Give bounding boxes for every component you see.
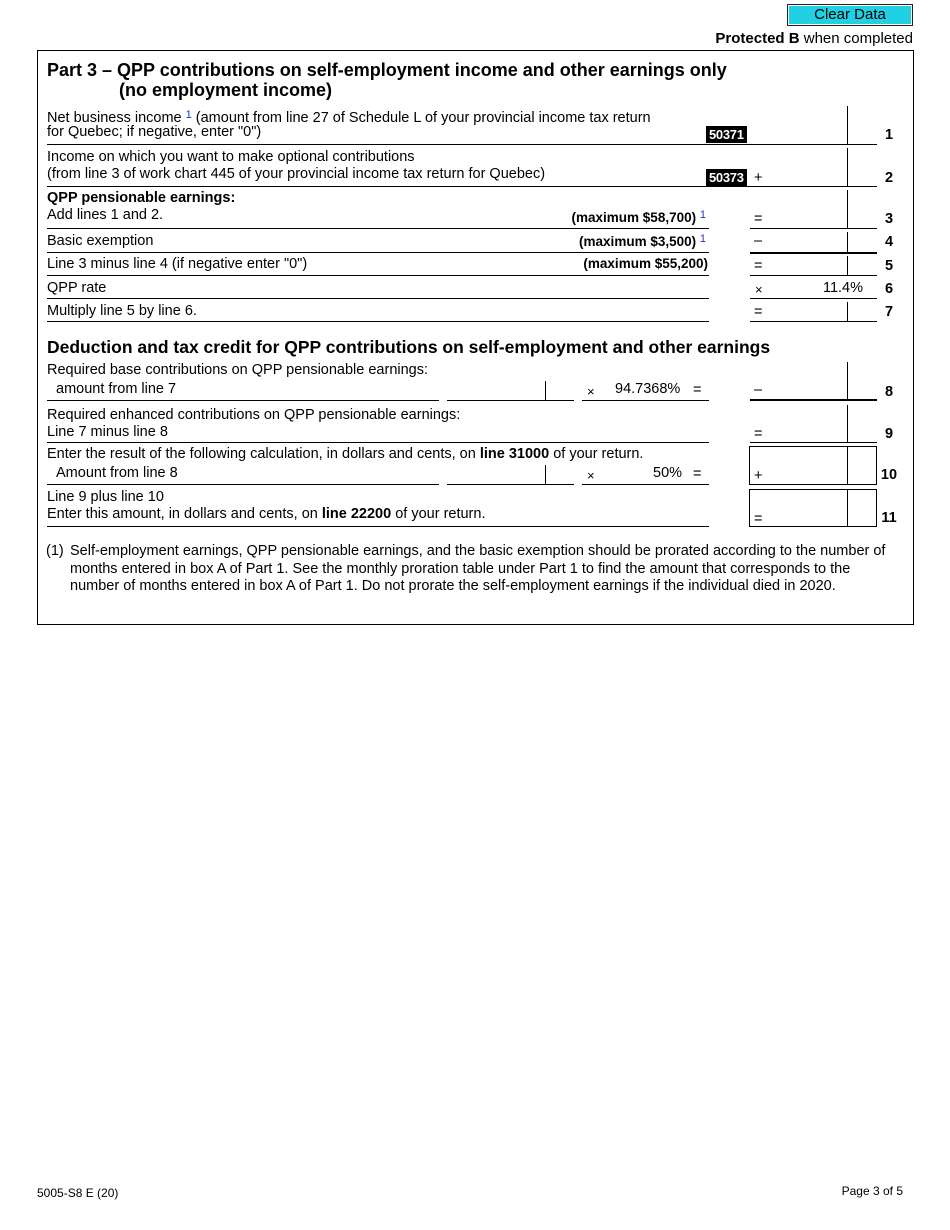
line1-label-cont: for Quebec; if negative, enter "0") (47, 124, 262, 140)
line1-amount-input[interactable] (752, 124, 844, 143)
line11-text-b1: Enter this amount, in dollars and cents, on (47, 506, 322, 522)
line3-label: Add lines 1 and 2. (47, 207, 164, 223)
equals-operator: = (754, 511, 763, 527)
line11-label-cont (47, 506, 485, 523)
protected-b-label: Protected B (715, 30, 800, 47)
line6-rule (47, 298, 709, 299)
line10-label (47, 446, 643, 463)
line1-amount-rule (750, 144, 877, 145)
cents-divider (847, 190, 848, 229)
cents-divider (847, 405, 848, 442)
line10-rule (47, 484, 439, 485)
line7-number: 7 (884, 304, 894, 320)
equals-operator: = (754, 211, 763, 227)
footnote-ref[interactable]: 1 (699, 233, 706, 245)
cents-divider (545, 381, 546, 400)
line10-amount-input[interactable] (766, 463, 844, 482)
line11-text-b2: of your return. (391, 506, 486, 522)
footnote-number: (1) (46, 543, 64, 559)
line1-text-b: (amount from line 27 of Schedule L of your provincial income tax return (191, 110, 651, 126)
cents-divider (847, 446, 848, 485)
line9-rule (47, 442, 709, 443)
line3-number: 3 (884, 211, 894, 227)
line4-maximum-text: (maximum $3,500) (579, 234, 697, 249)
part3-title: Part 3 – QPP contributions on self-employment income and other earnings only (47, 60, 727, 80)
footnote-text: Self-employment earnings, QPP pensionable earnings, and the basic exemption should be prorated according to the number of months entered in box A of Part 1. See the monthly proration table under Part 1 to find the amount that corresponds to the number of months entered in box A of Part 1. Do not prorate the self-employment earnings if the individual died in 2020. (70, 543, 886, 594)
multiply-operator: × (587, 468, 595, 483)
line7-amount-rule (750, 321, 877, 322)
footnote-1 (46, 543, 886, 596)
cents-divider (847, 302, 848, 322)
line9-amount-rule (750, 442, 877, 443)
line10-number: 10 (880, 467, 898, 483)
line1-text-a: Net business income (47, 110, 186, 126)
line8-amount-input[interactable] (766, 380, 844, 399)
line10-calc-rule (447, 484, 574, 485)
line10-text-a2: of your return. (549, 446, 644, 462)
cents-divider (847, 232, 848, 252)
line7-label: Multiply line 5 by line 6. (47, 303, 197, 319)
line1-rule (47, 144, 750, 145)
line4-amount-input[interactable] (766, 232, 844, 251)
line3-maximum-text: (maximum $58,700) (571, 210, 697, 225)
line3-rule (47, 228, 709, 229)
line6-number: 6 (884, 281, 894, 297)
line4-rule (47, 252, 709, 253)
line11-amount-box (749, 489, 877, 527)
equals-operator: = (693, 382, 702, 398)
cents-divider (847, 489, 848, 527)
field-code-50373: 50373 (706, 169, 747, 186)
line9-label-cont: Line 7 minus line 8 (47, 424, 168, 440)
line7-rule (47, 321, 709, 322)
line10-text-a1: Enter the result of the following calculation, in dollars and cents, on (47, 446, 480, 462)
line2-label: Income on which you want to make optional contributions (47, 149, 415, 165)
form-identifier: 5005-S8 E (20) (37, 1186, 119, 1200)
field-code-50371: 50371 (706, 126, 747, 143)
line5-number: 5 (884, 258, 894, 274)
cents-divider (847, 256, 848, 276)
line1-number: 1 (884, 127, 894, 143)
line10-rate: 50% (653, 465, 683, 481)
line5-label: Line 3 minus line 4 (if negative enter "0") (47, 256, 308, 272)
deduction-section-title: Deduction and tax credit for QPP contributions on self-employment and other earnings (47, 337, 771, 357)
line10-rate-rule (582, 484, 709, 485)
line4-maximum (579, 233, 706, 249)
line8-rate-rule (582, 400, 709, 401)
plus-operator: + (754, 468, 763, 484)
line8-label: Required base contributions on QPP pensionable earnings: (47, 362, 429, 378)
line4-label: Basic exemption (47, 233, 154, 249)
line2-label-cont: (from line 3 of work chart 445 of your provincial income tax return for Quebec) (47, 166, 546, 182)
line8-rate: 94.7368% (615, 381, 681, 397)
line8-amount-rule (750, 399, 877, 401)
line10-text-bold: line 31000 (479, 446, 550, 462)
line4-amount-rule (750, 252, 877, 254)
line3-amount-rule (750, 228, 877, 229)
qpp-rate-value: 11.4% (822, 280, 863, 296)
line3-maximum (572, 209, 706, 225)
cents-divider (847, 362, 848, 399)
footnote-ref[interactable]: 1 (699, 209, 706, 221)
line11-rule (47, 526, 709, 527)
line5-maximum: (maximum $55,200) (583, 256, 708, 271)
clear-data-button[interactable]: Clear Data (787, 4, 913, 26)
line9-number: 9 (884, 426, 894, 442)
line8-label-cont: amount from line 7 (56, 381, 177, 397)
multiply-operator: × (587, 384, 595, 399)
line11-label: Line 9 plus line 10 (47, 489, 164, 505)
line5-rule (47, 275, 709, 276)
equals-operator: = (754, 426, 763, 442)
cents-divider (545, 465, 546, 484)
footnote-ref[interactable]: 1 (185, 109, 192, 121)
equals-operator: = (693, 466, 702, 482)
line2-amount-input[interactable] (766, 166, 844, 185)
part3-title-sub: (no employment income) (119, 80, 333, 100)
line11-number: 11 (881, 510, 897, 526)
equals-operator: = (754, 304, 763, 320)
protected-b-suffix: when completed (799, 30, 913, 47)
line11-text-bold: line 22200 (321, 506, 392, 522)
cents-divider (847, 148, 848, 187)
minus-operator: – (754, 382, 763, 398)
line2-amount-rule (750, 186, 877, 187)
line10-label-cont: Amount from line 8 (56, 465, 178, 481)
multiply-operator: × (755, 282, 763, 297)
line2-rule (47, 186, 750, 187)
line8-calc-rule (447, 400, 574, 401)
page-number: Page 3 of 5 (841, 1184, 903, 1198)
line8-number: 8 (884, 384, 894, 400)
protected-b-notice (715, 30, 913, 47)
plus-operator: + (754, 170, 763, 186)
line3-heading: QPP pensionable earnings: (47, 190, 236, 206)
minus-operator: – (754, 233, 763, 249)
line6-label: QPP rate (47, 280, 107, 296)
line9-label: Required enhanced contributions on QPP pensionable earnings: (47, 407, 461, 423)
line4-number: 4 (884, 234, 894, 250)
line8-rule (47, 400, 439, 401)
line6-amount-rule (750, 298, 877, 299)
equals-operator: = (754, 258, 763, 274)
cents-divider (847, 106, 848, 145)
line5-amount-rule (750, 275, 877, 276)
line2-number: 2 (884, 170, 894, 186)
